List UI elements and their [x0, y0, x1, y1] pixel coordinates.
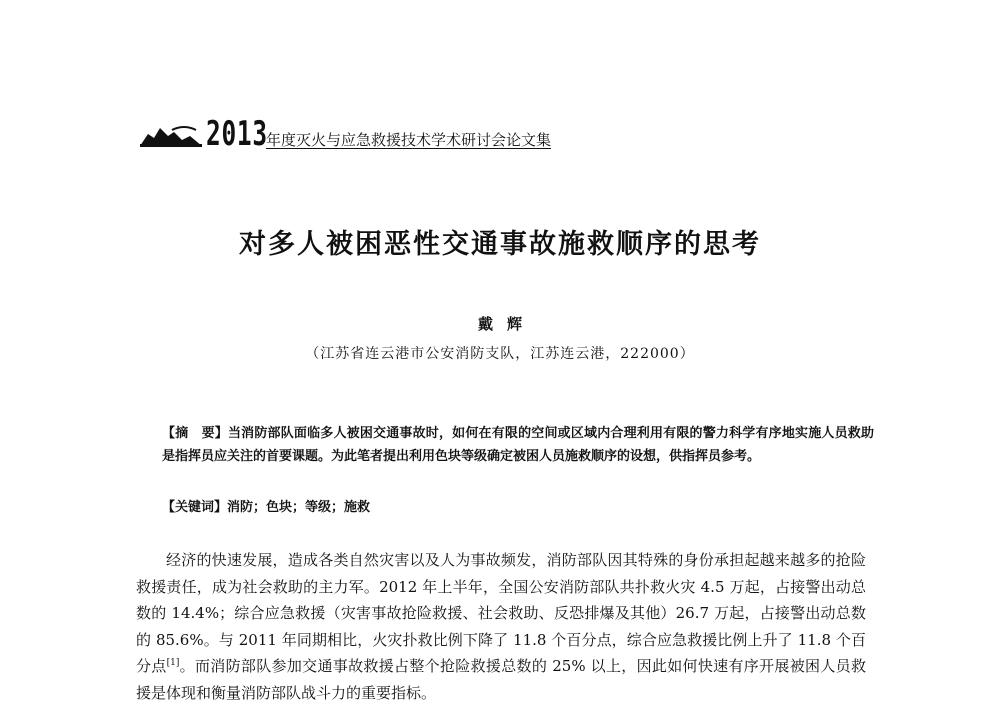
- citation-ref: [1]: [166, 658, 180, 668]
- paper-title: 对多人被困恶性交通事故施救顺序的思考: [239, 229, 761, 260]
- running-header: [138, 114, 618, 154]
- paper-affiliation: （江苏省连云港市公安消防支队，江苏连云港，222000）: [305, 346, 695, 362]
- header-series-title: 年度灭火与应急救援技术学术研讨会论文集: [266, 131, 552, 149]
- abstract: [162, 422, 874, 468]
- body-paragraph: [136, 547, 866, 706]
- body-text-part1: 经济的快速发展，造成各类自然灾害以及人为事故频发，消防部队因其特殊的身份承担起越来越多的抢险救援责任，成为社会救助的主力军。2012 年上半年，全国公安消防部队共扑救火灾 4.5 万起，占接警出动总数的 14.4%；综合应急救援（灾害事故抢险救援、社会救助、反恐排爆及其他）26.7 万起，占接警出动总数的 85.6%。与 2011 年同期相比，火灾扑救比例下降了 11.8 个百分点，综合应急救援比例上升了 11.8 个百分点: [136, 551, 866, 675]
- body-text-part2: 。而消防部队参加交通事故救援占整个抢险救援总数的 25% 以上，因此如何快速有序开展被困人员救援是体现和衡量消防部队战斗力的重要指标。: [136, 657, 866, 702]
- conference-logo-icon: [138, 122, 204, 148]
- keywords-label: 【关键词】: [162, 500, 228, 515]
- abstract-text: 当消防部队面临多人被困交通事故时，如何在有限的空间或区域内合理利用有限的警力科学有序地实施人员救助是指挥员应关注的首要课题。为此笔者提出利用色块等级确定被困人员施救顺序的设想，供指挥员参考。: [162, 426, 874, 464]
- keywords-text: 消防；色块；等级；施救: [227, 500, 371, 515]
- header-year: 2013: [206, 114, 268, 154]
- abstract-label: 【摘 要】: [162, 426, 228, 441]
- keywords: [162, 497, 874, 519]
- paper-author: 戴辉: [477, 315, 536, 333]
